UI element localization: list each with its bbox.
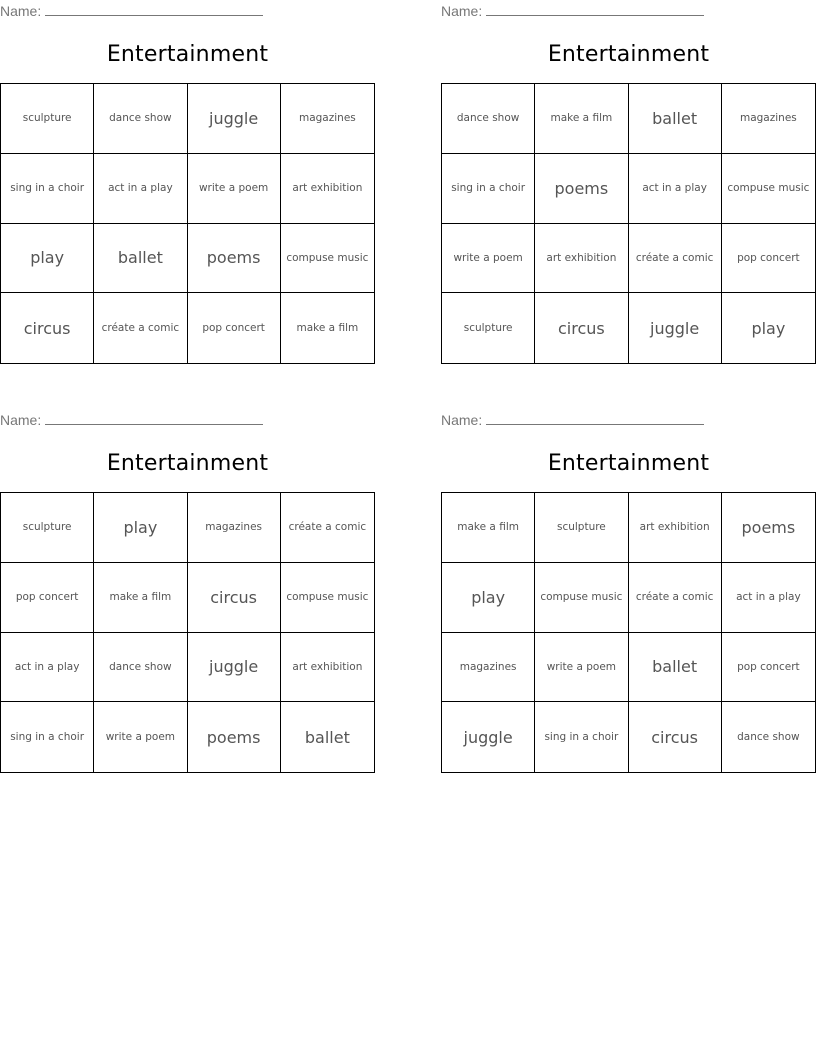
- grid-cell: circus: [1, 293, 94, 363]
- grid-cell: dance show: [737, 731, 800, 744]
- grid-cell: créate a comic: [629, 563, 722, 633]
- grid-cell: compuse music: [722, 154, 815, 224]
- card-title: Entertainment: [106, 42, 269, 67]
- grid-cell: juggle: [188, 633, 281, 703]
- grid-cell: sculpture: [1, 493, 94, 563]
- grid-cell: sculpture: [1, 84, 94, 154]
- grid-cell: write a poem: [188, 154, 281, 224]
- grid-cell: sculpture: [442, 293, 535, 363]
- name-blank[interactable]: [486, 411, 704, 425]
- grid-cell: compuse music: [535, 563, 628, 633]
- grid-cell: circus: [188, 563, 281, 633]
- grid-cell: circus: [535, 293, 628, 363]
- grid-cell: poems: [188, 224, 281, 294]
- grid-cell: ballet: [629, 84, 722, 154]
- grid-cell: poems: [535, 154, 628, 224]
- grid-cell: write a poem: [535, 633, 628, 703]
- grid-cell: poems: [188, 702, 281, 772]
- grid-cell: magazines: [442, 633, 535, 703]
- grid-cell: play: [442, 563, 535, 633]
- grid-cell: juggle: [188, 84, 281, 154]
- name-blank[interactable]: [486, 2, 704, 16]
- grid-cell: play: [94, 493, 187, 563]
- grid-cell: juggle: [442, 702, 535, 772]
- grid-cell: pop concert: [188, 293, 281, 363]
- grid-cell: ballet: [304, 727, 350, 747]
- grid-cell: make a film: [296, 322, 359, 335]
- grid-cell: juggle: [629, 293, 722, 363]
- grid-cell: act in a play: [722, 563, 815, 633]
- grid-cell: dance show: [94, 633, 187, 703]
- name-label: Name:: [0, 3, 42, 19]
- grid-cell: magazines: [722, 84, 815, 154]
- name-field[interactable]: [0, 2, 263, 20]
- name-field[interactable]: [441, 411, 704, 429]
- grid-cell: sing in a choir: [442, 154, 535, 224]
- grid-cell: act in a play: [94, 154, 187, 224]
- grid-cell: pop concert: [1, 563, 94, 633]
- card-title: Entertainment: [106, 451, 269, 476]
- grid-cell: sculpture: [535, 493, 628, 563]
- grid-cell: compuse music: [281, 224, 374, 294]
- name-field[interactable]: [441, 2, 704, 20]
- grid-cell: pop concert: [722, 224, 815, 294]
- bingo-grid: [441, 83, 816, 364]
- grid-cell: write a poem: [442, 224, 535, 294]
- grid-cell: créate a comic: [281, 493, 374, 563]
- grid-cell: sing in a choir: [535, 702, 628, 772]
- grid-cell: ballet: [94, 224, 187, 294]
- name-label: Name:: [441, 3, 483, 19]
- grid-cell: compuse music: [281, 563, 374, 633]
- grid-cell: art exhibition: [629, 493, 722, 563]
- name-label: Name:: [0, 412, 42, 428]
- grid-cell: sing in a choir: [1, 702, 94, 772]
- grid-cell: dance show: [442, 84, 535, 154]
- grid-cell: magazines: [188, 493, 281, 563]
- grid-cell: magazines: [281, 84, 374, 154]
- grid-cell: art exhibition: [281, 633, 374, 703]
- bingo-grid: [441, 492, 816, 773]
- grid-cell: make a film: [94, 563, 187, 633]
- grid-cell: créate a comic: [629, 224, 722, 294]
- bingo-grid: [0, 83, 375, 364]
- name-blank[interactable]: [45, 411, 263, 425]
- grid-cell: pop concert: [722, 633, 815, 703]
- grid-cell: créate a comic: [94, 293, 187, 363]
- grid-cell: play: [1, 224, 94, 294]
- grid-cell: make a film: [535, 84, 628, 154]
- card-title: Entertainment: [547, 42, 710, 67]
- bingo-grid: [0, 492, 375, 773]
- card-title: Entertainment: [547, 451, 710, 476]
- grid-cell: act in a play: [1, 633, 94, 703]
- grid-cell: art exhibition: [281, 154, 374, 224]
- name-field[interactable]: [0, 411, 263, 429]
- grid-cell: act in a play: [629, 154, 722, 224]
- grid-cell: dance show: [94, 84, 187, 154]
- grid-cell: play: [751, 318, 786, 338]
- grid-cell: poems: [722, 493, 815, 563]
- grid-cell: ballet: [629, 633, 722, 703]
- grid-cell: make a film: [442, 493, 535, 563]
- name-blank[interactable]: [45, 2, 263, 16]
- grid-cell: art exhibition: [535, 224, 628, 294]
- grid-cell: write a poem: [94, 702, 187, 772]
- name-label: Name:: [441, 412, 483, 428]
- grid-cell: circus: [629, 702, 722, 772]
- grid-cell: sing in a choir: [1, 154, 94, 224]
